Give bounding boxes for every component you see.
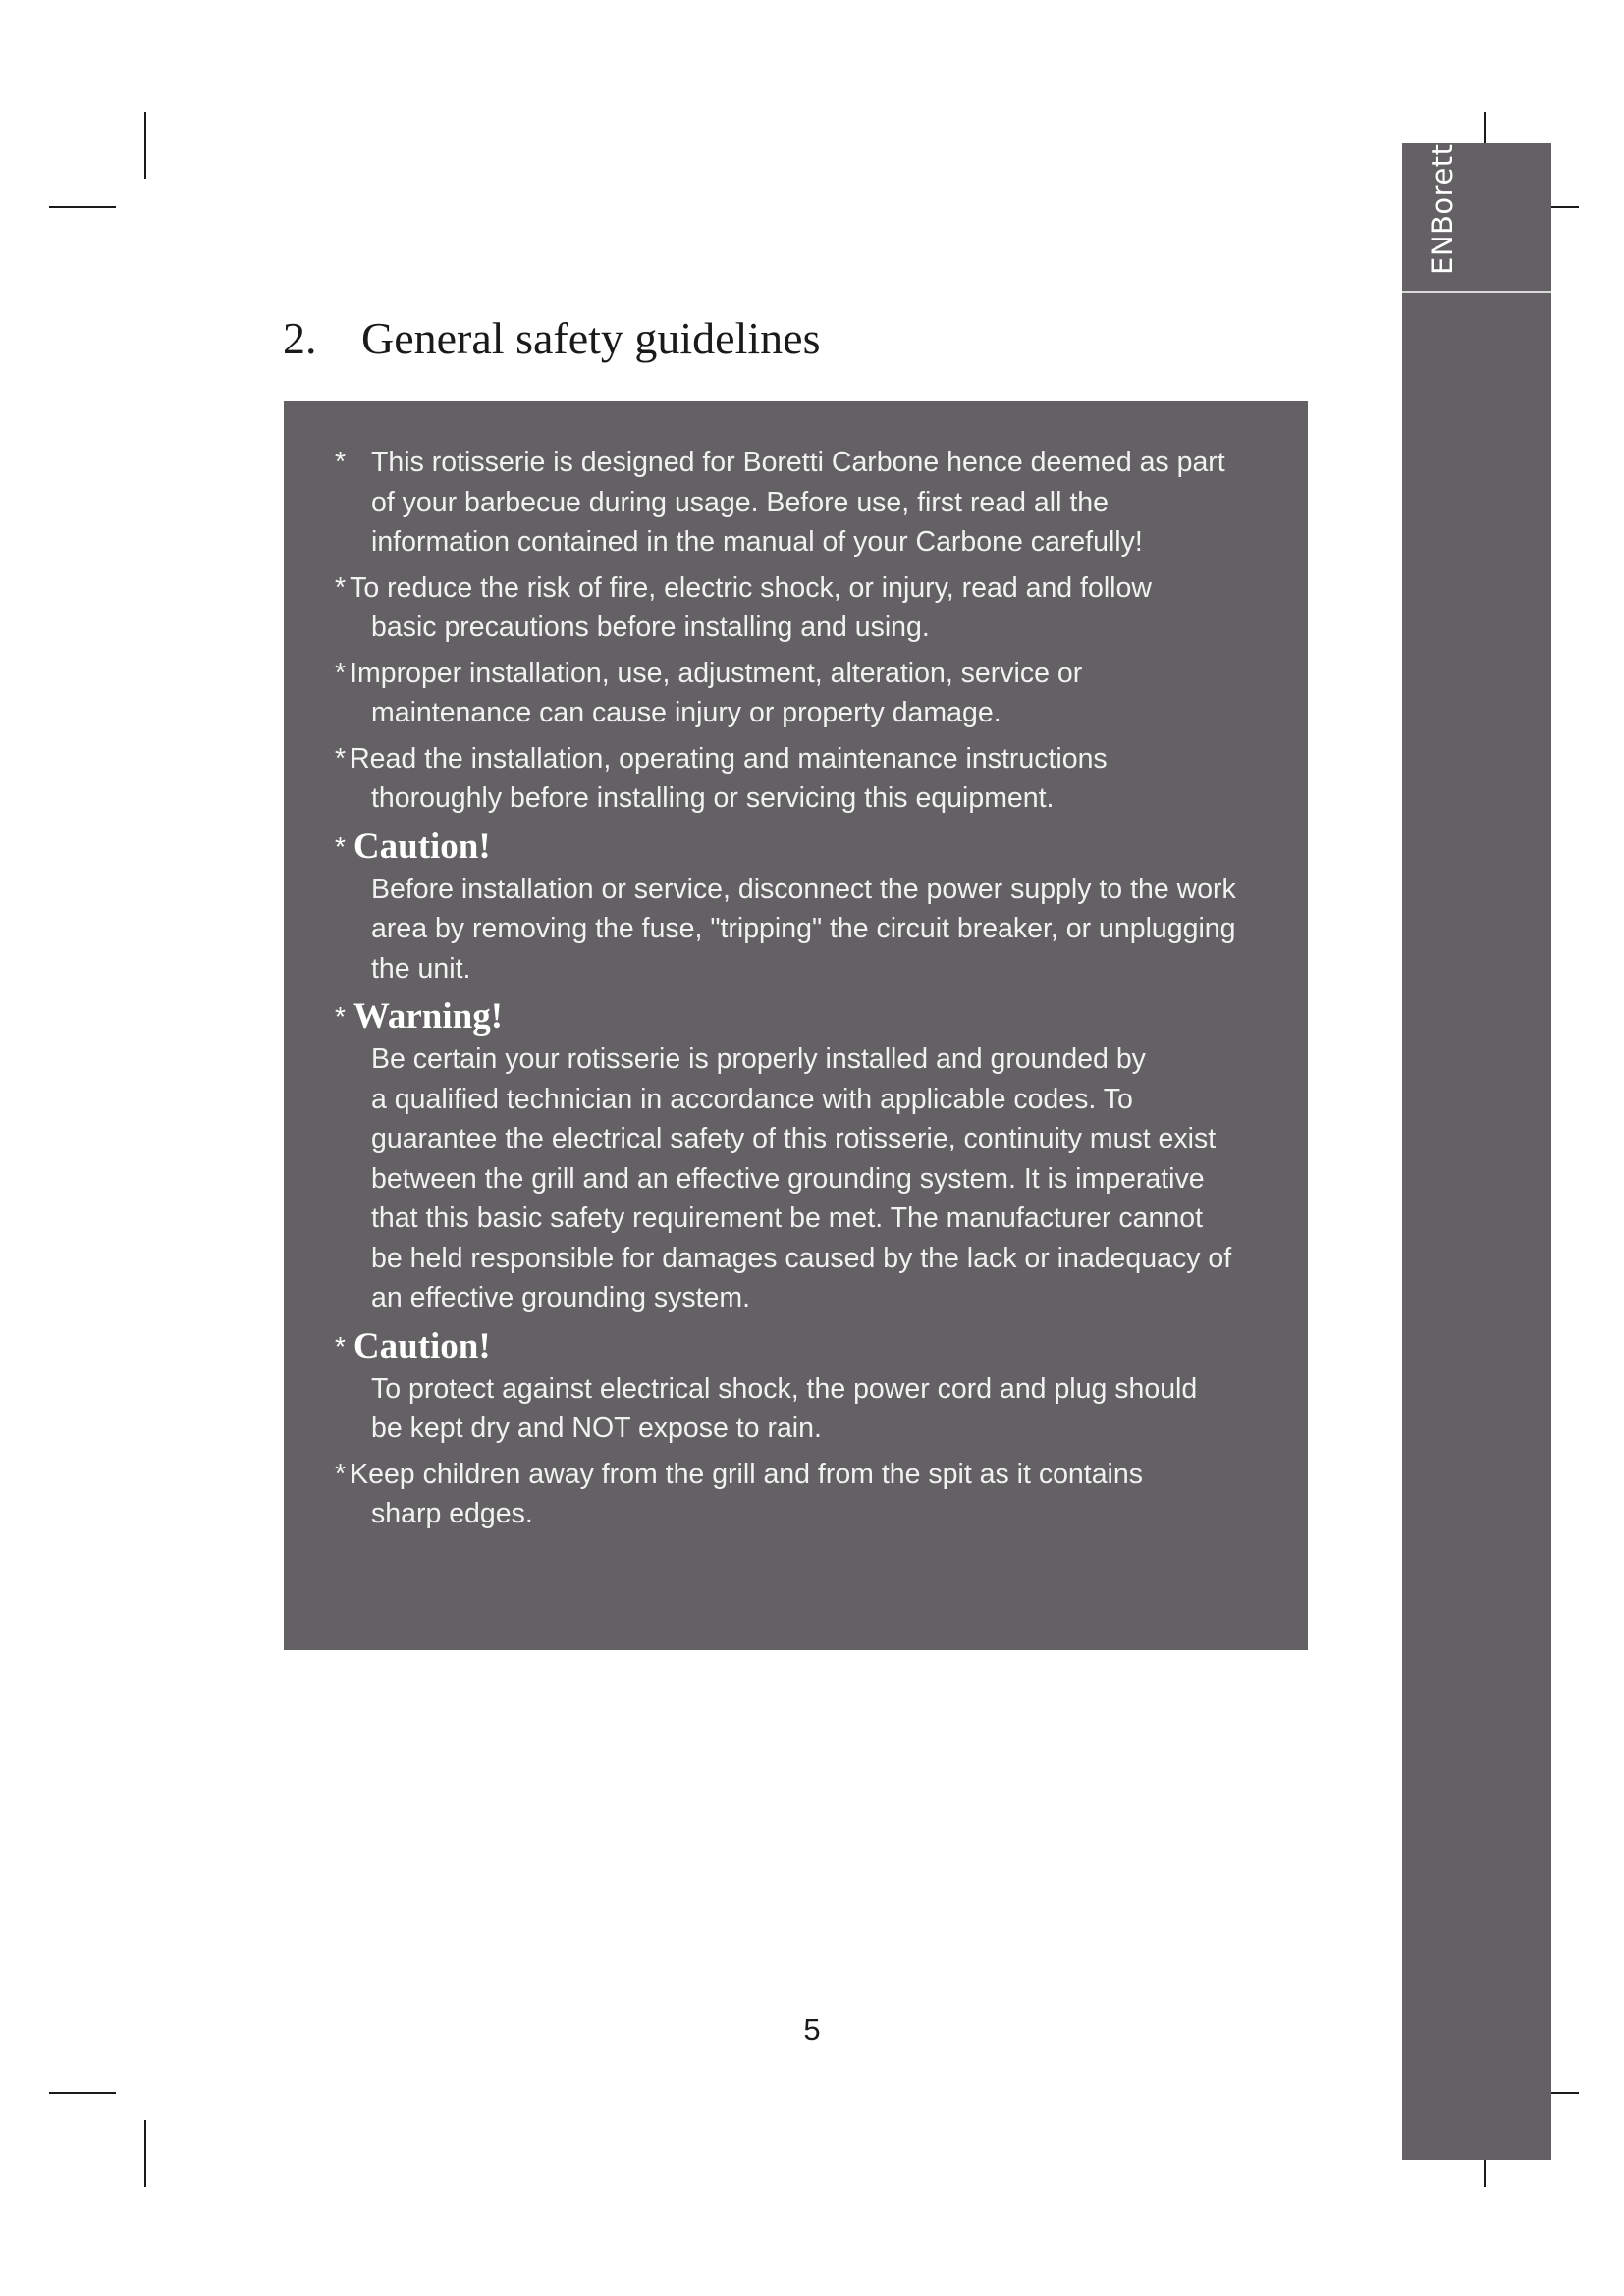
caution-text-line: To protect against electrical shock, the power cord and plug should xyxy=(371,1372,1198,1405)
bullet-star: * xyxy=(335,447,347,478)
page-number: 5 xyxy=(803,2012,821,2047)
side-tab-label: ENBoretti xyxy=(1426,134,1459,275)
guideline-text-line: Keep children away from the grill and from the spit as it contains xyxy=(350,1458,1143,1490)
guideline-item xyxy=(335,1455,1258,1534)
guideline-text-line: Read the installation, operating and maintenance instructions xyxy=(350,742,1108,774)
guideline-text-line: basic precautions before installing and using. xyxy=(371,612,930,643)
caution-text-line: area by removing the fuse, "tripping" the circuit breaker, or unplugging xyxy=(371,913,1236,944)
section-title: General safety guidelines xyxy=(361,313,821,363)
bullet-star: * xyxy=(335,742,347,774)
warning-text-line: that this basic safety requirement be met. The manufacturer cannot xyxy=(371,1202,1203,1234)
caution-heading xyxy=(335,825,1258,870)
bullet-star: * xyxy=(335,657,347,689)
guideline-text-line: This rotisserie is designed for Boretti Carbone hence deemed as part xyxy=(371,447,1225,478)
crop-mark xyxy=(144,112,146,179)
caution-text-line: be kept dry and NOT expose to rain. xyxy=(371,1413,822,1444)
language-side-tab xyxy=(1402,134,1551,2160)
caution-heading xyxy=(335,1324,1258,1369)
guideline-text-line: information contained in the manual of your Carbone carefully! xyxy=(371,526,1143,558)
warning-text-line: guarantee the electrical safety of this rotisserie, continuity must exist xyxy=(371,1123,1217,1154)
caution-label: Caution! xyxy=(352,826,491,867)
bullet-star: * xyxy=(335,1458,347,1490)
section-number: 2. xyxy=(283,313,317,363)
guideline-text-line: Improper installation, use, adjustment, alteration, service or xyxy=(350,657,1083,689)
guideline-first-line xyxy=(335,739,1258,779)
warning-text-line: be held responsible for damages caused by the lack or inadequacy of xyxy=(371,1242,1232,1274)
warning-text-line: between the grill and an effective grounding system. It is imperative xyxy=(371,1162,1205,1195)
panel-content xyxy=(335,443,1258,1540)
crop-mark xyxy=(144,2120,146,2187)
warning-heading xyxy=(335,994,1258,1040)
guideline-item xyxy=(335,568,1258,648)
guideline-text-line: maintenance can cause injury or property damage. xyxy=(371,697,1001,728)
warning-body xyxy=(335,1040,1258,1318)
guideline-text-line: sharp edges. xyxy=(371,1498,533,1529)
bullet-star: * xyxy=(335,830,346,862)
guideline-text-line: To reduce the risk of fire, electric shock, or injury, read and follow xyxy=(350,571,1152,604)
caution-label: Caution! xyxy=(352,1325,491,1366)
side-tab-divider xyxy=(1402,291,1551,293)
guideline-item xyxy=(335,443,1258,562)
warning-label: Warning! xyxy=(352,996,504,1037)
guideline-text-line: thoroughly before installing or servicing this equipment. xyxy=(371,782,1055,814)
guideline-first-line xyxy=(335,654,1258,694)
warning-text-line: Be certain your rotisserie is properly installed and grounded by xyxy=(371,1043,1146,1075)
warning-text-line: a qualified technician in accordance with applicable codes. To xyxy=(371,1083,1133,1115)
crop-mark xyxy=(49,2092,116,2094)
caution-body xyxy=(335,1369,1258,1449)
warning-text-line: an effective grounding system. xyxy=(371,1282,751,1313)
caution-body xyxy=(335,870,1258,989)
guideline-first-line xyxy=(335,568,1258,609)
guideline-text-line: of your barbecue during usage. Before use, first read all the xyxy=(371,486,1109,518)
crop-mark xyxy=(49,206,116,208)
guideline-item xyxy=(335,739,1258,819)
section-heading xyxy=(283,312,820,364)
caution-text-line: the unit. xyxy=(371,952,471,985)
safety-guidelines-panel xyxy=(284,401,1308,1650)
bullet-star: * xyxy=(335,1001,346,1032)
bullet-star: * xyxy=(335,571,347,604)
guideline-first-line xyxy=(335,1455,1258,1495)
caution-text-line: Before installation or service, disconnect the power supply to the work xyxy=(371,873,1236,905)
bullet-star: * xyxy=(335,1330,346,1362)
guideline-item xyxy=(335,654,1258,733)
